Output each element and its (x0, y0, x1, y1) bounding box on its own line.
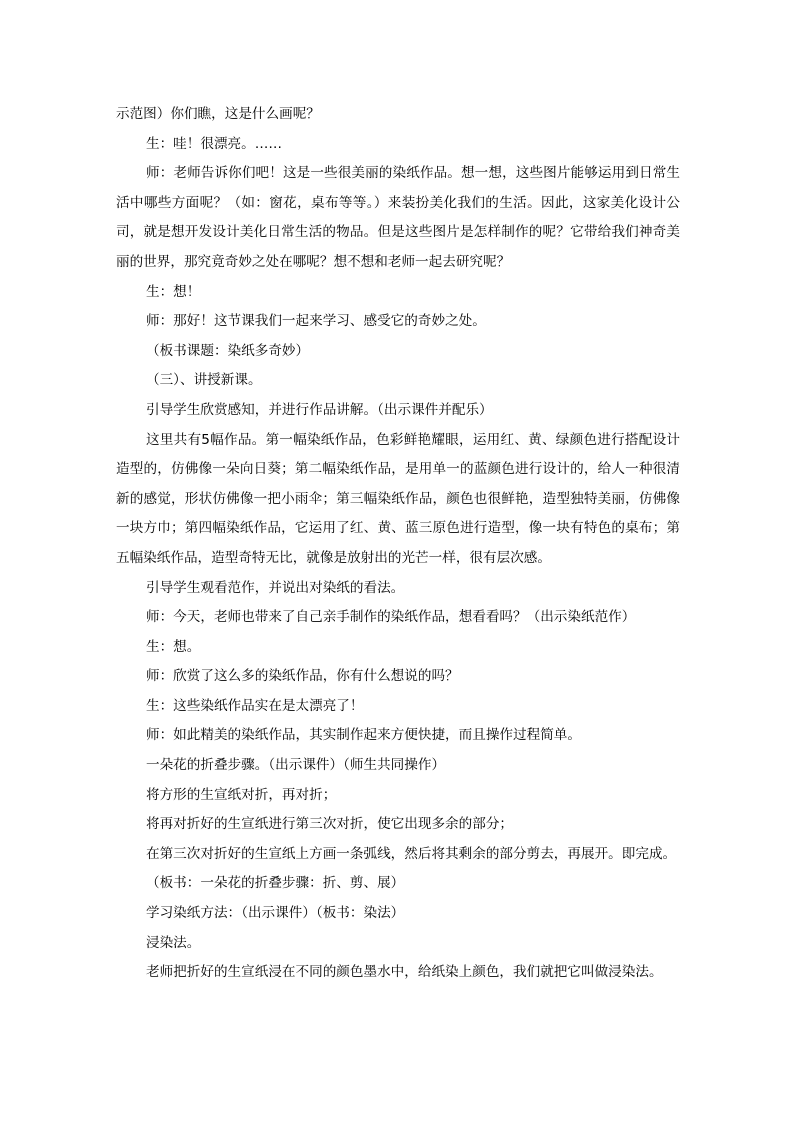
paragraph-guide-appreciation: 引导学生欣赏感知，并进行作品讲解。（出示课件并配乐） (146, 401, 493, 418)
paragraph-student-reply-4: 生：这些染纸作品实在是太漂亮了！ (146, 697, 364, 714)
paragraph-step-3: 在第三次对折好的生宣纸上方画一条弧线，然后将其剩余的部分剪去，再展开。即完成。 (146, 845, 677, 862)
paragraph-dip-dye-explain: 老师把折好的生宣纸浸在不同的颜色墨水中，给纸染上颜色，我们就把它叫做浸染法。 (146, 964, 663, 981)
paragraph-teacher-sample: 师：今天，老师也带来了自己亲手制作的染纸作品，想看看吗？（出示染纸范作） (146, 609, 636, 626)
paragraph-teacher-simple: 师：如此精美的染纸作品，其实制作起来方便快捷，而且操作过程简单。 (146, 727, 581, 744)
paragraph-teacher-start: 师：那好！这节课我们一起来学习、感受它的奇妙之处。 (146, 313, 486, 330)
paragraph-board-title: （板书课题：染纸多奇妙） (146, 342, 310, 359)
paragraph-teacher-explain: 师：老师告诉你们吧！这是一些很美丽的染纸作品。想一想，这些图片能够运用到日常生活中哪些方面呢？（如：窗花，桌布等等。）来装扮美化我们的生活。因此，这家美化设计公司，就是想开发设计美化日常生活的物品。但是这些图片是怎样制作的呢？它带给我们神奇美丽的世界，那究竟奇妙之处在哪呢？想不想和老师一起去研究呢？ (116, 165, 680, 270)
paragraph-step-1: 将方形的生宣纸对折，再对折； (146, 786, 337, 803)
paragraph-teacher-ask: 师：欣赏了这么多的染纸作品，你有什么想说的吗？ (146, 668, 459, 685)
paragraph-guide-sample: 引导学生观看范作，并说出对染纸的看法。 (146, 579, 405, 596)
paragraph-dye-method: 学习染纸方法：（出示课件）（板书：染法） (146, 905, 405, 922)
section-heading-new-lesson: （三）、讲授新课。 (146, 372, 262, 389)
paragraph-student-reply-3: 生：想。 (146, 638, 201, 655)
paragraph-intro-question: 示范图）你们瞧，这是什么画呢？ (116, 106, 320, 122)
paragraph-works-description: 这里共有5幅作品。第一幅染纸作品，色彩鲜艳耀眼，运用红、黄、绿颜色进行搭配设计造型的，仿佛像一朵向日葵；第二幅染纸作品，是用单一的蓝颜色进行设计的，给人一种很清新的感觉，形状仿佛像一把小雨伞；第三幅染纸作品，颜色也很鲜艳，造型独特美丽，仿佛像一块方巾；第四幅染纸作品，它运用了红、黄、蓝三原色进行造型，像一块有特色的桌布；第五幅染纸作品，造型奇特无比，就像是放射出的光芒一样，很有层次感。 (116, 431, 680, 566)
paragraph-fold-steps: 一朵花的折叠步骤。（出示课件）（师生共同操作） (146, 757, 446, 774)
paragraph-step-2: 将再对折好的生宣纸进行第三次对折，使它出现多余的部分； (146, 816, 514, 833)
document-body (116, 100, 680, 988)
paragraph-board-steps: （板书：一朵花的折叠步骤：折、剪、展） (146, 875, 405, 892)
paragraph-student-reply-1: 生：哇！很漂亮。…… (146, 135, 282, 152)
paragraph-dip-dye: 浸染法。 (146, 934, 201, 951)
paragraph-student-reply-2: 生：想！ (146, 283, 201, 300)
